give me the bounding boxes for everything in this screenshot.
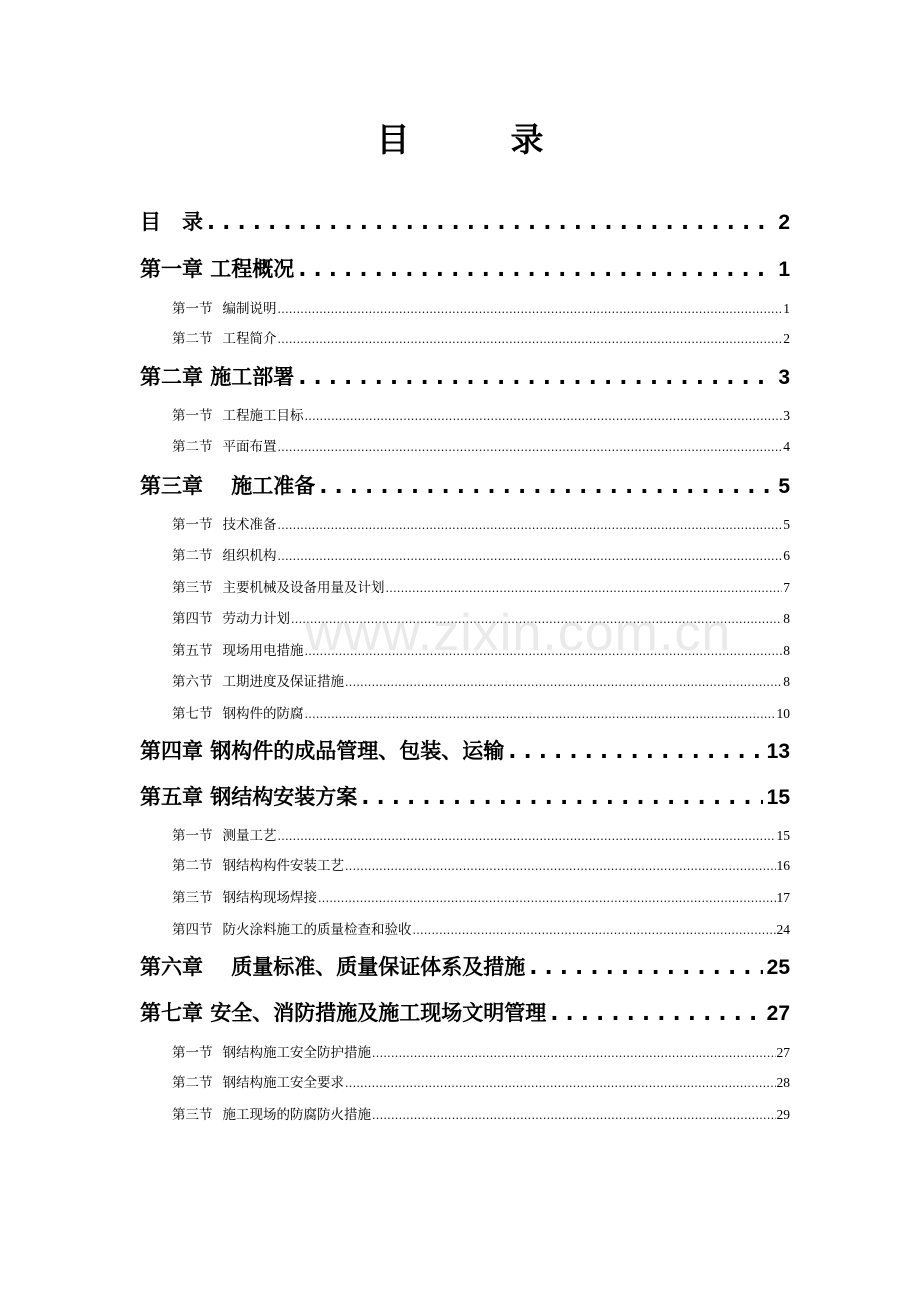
toc-chapter-title: 第二章 施工部署 bbox=[140, 365, 295, 389]
page-title: 目 录 bbox=[376, 120, 578, 159]
toc-section-entry[interactable] bbox=[172, 329, 790, 349]
dot-leader bbox=[386, 578, 783, 599]
toc-page-number: 13 bbox=[766, 740, 790, 763]
toc-chapter-entry[interactable] bbox=[140, 998, 790, 1028]
toc-page-number: 7 bbox=[783, 580, 790, 595]
dot-leader bbox=[318, 888, 776, 909]
toc-section-number: 第四节 bbox=[172, 922, 213, 938]
toc-page-number: 8 bbox=[783, 674, 790, 689]
dot-leader bbox=[361, 782, 762, 812]
toc-section-title: 钢结构施工安全要求 bbox=[222, 1075, 344, 1091]
toc-section-number: 第一节 bbox=[172, 301, 213, 317]
dot-leader bbox=[305, 406, 783, 427]
toc-section-entry[interactable] bbox=[172, 515, 790, 535]
toc-chapter-title: 目 录 bbox=[140, 210, 203, 234]
toc-section-number: 第二节 bbox=[172, 331, 213, 347]
dot-leader bbox=[529, 952, 762, 982]
toc-section-title: 现场用电措施 bbox=[222, 643, 304, 659]
dot-leader bbox=[278, 329, 783, 350]
toc-section-number: 第二节 bbox=[172, 439, 213, 455]
toc-section-entry[interactable] bbox=[172, 826, 790, 846]
toc-section-title: 工程简介 bbox=[222, 331, 277, 347]
toc-page-number: 25 bbox=[766, 956, 790, 979]
toc-section-entry[interactable] bbox=[172, 856, 790, 876]
toc-chapter-entry[interactable] bbox=[140, 254, 790, 284]
toc-section-title: 钢结构施工安全防护措施 bbox=[222, 1045, 371, 1061]
toc-page-number: 10 bbox=[776, 706, 790, 721]
toc-section-entry[interactable] bbox=[172, 920, 790, 940]
toc-page-number: 2 bbox=[783, 331, 790, 346]
toc-section-title: 工期进度及保证措施 bbox=[222, 674, 344, 690]
toc-section-entry[interactable] bbox=[172, 578, 790, 598]
toc-page-number: 8 bbox=[783, 643, 790, 658]
toc-section-number: 第二节 bbox=[172, 548, 213, 564]
toc-section-number: 第七节 bbox=[172, 706, 213, 722]
toc-section-number: 第六节 bbox=[172, 674, 213, 690]
toc-chapter-title: 第六章 质量标准、质量保证体系及措施 bbox=[140, 955, 526, 979]
toc-section-number: 第一节 bbox=[172, 828, 213, 844]
toc-page-number: 17 bbox=[776, 890, 790, 905]
dot-leader bbox=[298, 254, 774, 284]
toc-page-number: 6 bbox=[783, 548, 790, 563]
toc-section-title: 编制说明 bbox=[222, 301, 277, 317]
dot-leader bbox=[305, 704, 776, 725]
toc-page-number: 4 bbox=[783, 439, 790, 454]
toc-page-number: 28 bbox=[776, 1075, 790, 1090]
toc-section-entry[interactable] bbox=[172, 1105, 790, 1125]
toc-section-entry[interactable] bbox=[172, 1073, 790, 1093]
dot-leader bbox=[207, 207, 774, 237]
dot-leader bbox=[550, 998, 762, 1028]
toc-page-number: 5 bbox=[778, 475, 790, 498]
toc-chapter-title: 第五章 钢结构安装方案 bbox=[140, 785, 358, 809]
toc-section-number: 第四节 bbox=[172, 611, 213, 627]
dot-leader bbox=[278, 437, 783, 458]
toc-section-entry[interactable] bbox=[172, 1043, 790, 1063]
toc-page-number: 8 bbox=[783, 611, 790, 626]
toc-chapter-entry[interactable] bbox=[140, 207, 790, 237]
toc-section-title: 工程施工目标 bbox=[222, 408, 304, 424]
toc-section-entry[interactable] bbox=[172, 437, 790, 457]
dot-leader bbox=[278, 826, 776, 847]
dot-leader bbox=[345, 856, 776, 877]
watermark: www.zixin.com.cn bbox=[305, 604, 732, 662]
dot-leader bbox=[372, 1043, 776, 1064]
toc-chapter-title: 第一章 工程概况 bbox=[140, 257, 295, 281]
dot-leader bbox=[413, 920, 776, 941]
toc-page-number: 2 bbox=[778, 211, 790, 234]
toc-page-number: 15 bbox=[776, 828, 790, 843]
toc-section-title: 技术准备 bbox=[222, 517, 277, 533]
toc-chapter-entry[interactable] bbox=[140, 362, 790, 392]
dot-leader bbox=[278, 546, 783, 567]
toc-section-title: 组织机构 bbox=[222, 548, 277, 564]
dot-leader bbox=[278, 515, 783, 536]
toc-page-number: 3 bbox=[778, 366, 790, 389]
toc-chapter-title: 第七章 安全、消防措施及施工现场文明管理 bbox=[140, 1001, 547, 1025]
toc-section-number: 第五节 bbox=[172, 643, 213, 659]
toc-section-title: 钢结构现场焊接 bbox=[222, 890, 317, 906]
toc-section-number: 第一节 bbox=[172, 517, 213, 533]
dot-leader bbox=[278, 299, 783, 320]
toc-section-title: 施工现场的防腐防火措施 bbox=[222, 1107, 371, 1123]
dot-leader bbox=[345, 1073, 776, 1094]
toc-chapter-entry[interactable] bbox=[140, 952, 790, 982]
toc-chapter-entry[interactable] bbox=[140, 471, 790, 501]
dot-leader bbox=[345, 672, 782, 693]
toc-section-number: 第三节 bbox=[172, 890, 213, 906]
toc-page-number: 29 bbox=[776, 1107, 790, 1122]
toc-chapter-title: 第三章 施工准备 bbox=[140, 474, 316, 498]
toc-section-title: 钢结构构件安装工艺 bbox=[222, 858, 344, 874]
toc-section-entry[interactable] bbox=[172, 406, 790, 426]
toc-section-number: 第三节 bbox=[172, 580, 213, 596]
toc-section-number: 第二节 bbox=[172, 1075, 213, 1091]
toc-page-number: 24 bbox=[776, 922, 790, 937]
toc-page-number: 16 bbox=[776, 858, 790, 873]
dot-leader bbox=[298, 362, 774, 392]
toc-section-entry[interactable] bbox=[172, 672, 790, 692]
toc-page-number: 1 bbox=[783, 301, 790, 316]
toc-section-title: 平面布置 bbox=[222, 439, 277, 455]
toc-section-title: 测量工艺 bbox=[222, 828, 277, 844]
toc-chapter-title: 第四章 钢构件的成品管理、包装、运输 bbox=[140, 739, 505, 763]
toc-section-title: 防火涂料施工的质量检查和验收 bbox=[222, 922, 412, 938]
dot-leader bbox=[372, 1105, 776, 1126]
dot-leader bbox=[319, 471, 774, 501]
toc-section-number: 第三节 bbox=[172, 1107, 213, 1123]
dot-leader bbox=[508, 736, 762, 766]
toc-section-number: 第一节 bbox=[172, 408, 213, 424]
toc-chapter-entry[interactable] bbox=[140, 736, 790, 766]
toc-section-entry[interactable] bbox=[172, 888, 790, 908]
toc-section-title: 钢构件的防腐 bbox=[222, 706, 304, 722]
toc-page-number: 27 bbox=[766, 1002, 790, 1025]
toc-page-number: 27 bbox=[776, 1045, 790, 1060]
toc-page-number: 3 bbox=[783, 408, 790, 423]
toc-section-entry[interactable] bbox=[172, 704, 790, 724]
toc-section-title: 劳动力计划 bbox=[222, 611, 290, 627]
toc-section-title: 主要机械及设备用量及计划 bbox=[222, 580, 385, 596]
toc-section-entry[interactable] bbox=[172, 546, 790, 566]
toc-chapter-entry[interactable] bbox=[140, 782, 790, 812]
toc-page-number: 1 bbox=[778, 258, 790, 281]
toc-page-number: 15 bbox=[766, 786, 790, 809]
toc-section-entry[interactable] bbox=[172, 299, 790, 319]
toc-page-number: 5 bbox=[783, 517, 790, 532]
toc-section-number: 第一节 bbox=[172, 1045, 213, 1061]
toc-section-number: 第二节 bbox=[172, 858, 213, 874]
